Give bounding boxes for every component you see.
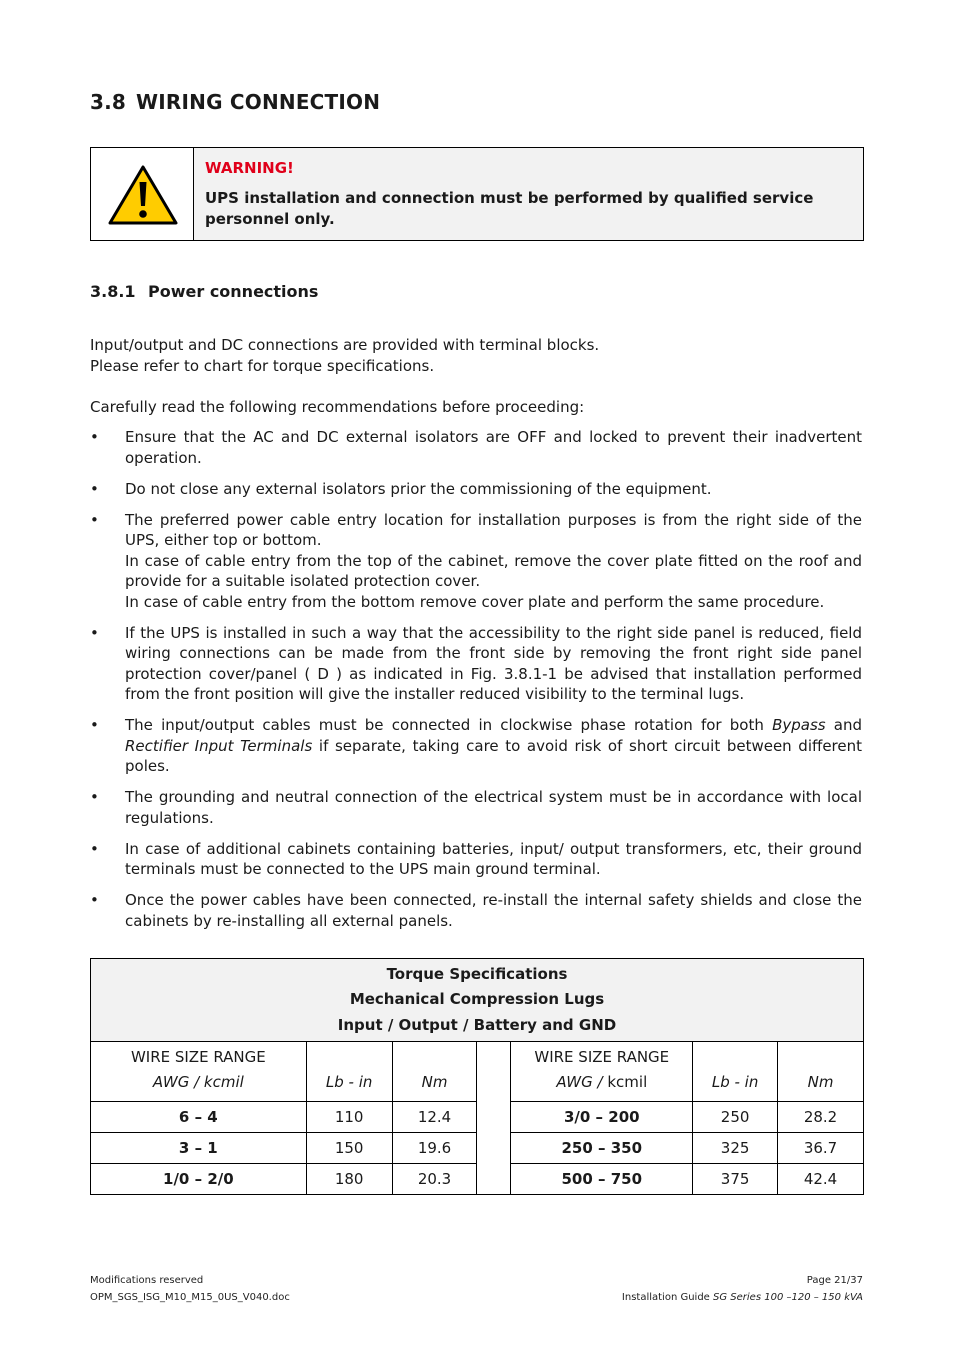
warning-title: WARNING!: [205, 159, 294, 177]
table-row: 1/0 – 2/0 180 20.3 500 – 750 375 42.4: [91, 1164, 864, 1195]
bullet-icon: •: [90, 428, 99, 446]
left-lbin-header: Lb - in: [306, 1042, 392, 1102]
bullet-icon: •: [90, 510, 99, 529]
intro-line-2: Please refer to chart for torque specifications.: [90, 356, 435, 375]
bullet-icon: •: [90, 891, 99, 909]
table-header-row: [91, 1042, 864, 1102]
warning-triangle-icon: [107, 164, 179, 226]
table-row: 3 – 1 150 19.6 250 – 350 325 36.7: [91, 1133, 864, 1164]
footer-document-id: OPM_SGS_ISG_M10_M15_0US_V040.doc: [90, 1292, 290, 1303]
subsection-heading: [90, 282, 318, 301]
section-heading: [90, 90, 380, 114]
footer-modifications: Modifications reserved: [90, 1275, 204, 1286]
intro-line-3: Carefully read the following recommendations before proceeding:: [90, 398, 585, 416]
list-item: • Ensure that the AC and DC external isolators are OFF and locked to prevent their inadvertent operation.: [90, 428, 862, 467]
list-item: • Do not close any external isolators prior the commissioning of the equipment.: [90, 479, 712, 498]
subsection-title: Power connections: [148, 282, 319, 301]
table-row: 6 – 4 110 12.4 3/0 – 200 250 28.2: [91, 1102, 864, 1133]
intro-paragraph: [90, 335, 862, 376]
footer-page-number: Page 21/37: [806, 1275, 863, 1286]
warning-icon-cell: [91, 148, 194, 240]
list-item: • The preferred power cable entry location for installation purposes is from the right side of the UPS, either top or bottom. In case of cable entry from the top of the cabinet, remove the cover plate fitted on the roof and provide for a suitable isolated protection cover. In case of cable entry from the bottom remove cover plate and perform the same procedure.: [90, 510, 862, 611]
list-item: • If the UPS is installed in such a way that the accessibility to the right side panel is reduced, field wiring connections can be made from the front side by removing the front right side panel protection cover/panel ( D ) as indicated in Fig. 3.8.1-1 be advised that installation performed from the front position will give the installer reduced visibility to the terminal lugs.: [90, 623, 862, 703]
intro-line-1: Input/output and DC connections are provided with terminal blocks.: [90, 336, 600, 354]
bullet-icon: •: [90, 839, 99, 858]
left-nm-header: Nm: [392, 1042, 477, 1102]
subsection-number: 3.8.1: [90, 282, 136, 301]
bullet-icon: •: [90, 788, 99, 806]
torque-table: [90, 958, 864, 1195]
section-number: 3.8: [90, 90, 127, 114]
warning-box: [90, 147, 864, 241]
right-lbin-header: Lb - in: [693, 1042, 778, 1102]
list-item: • Once the power cables have been connected, re-install the internal safety shields and close the cabinets by re-installing all external panels.: [90, 891, 862, 930]
footer-guide-title: Installation Guide SG Series 100 –120 – 150 kVA: [621, 1292, 863, 1303]
torque-table-title: Torque Specifications Mechanical Compression Lugs Input / Output / Battery and GND: [91, 959, 864, 1042]
list-item: • The input/output cables must be connected in clockwise phase rotation for both Bypass and Rectifier Input Terminals if separate, taking care to avoid risk of short circuit between different poles.: [90, 716, 863, 775]
recommendations-list: [90, 427, 862, 942]
right-wire-size-header: WIRE SIZE RANGE AWG / kcmil: [511, 1042, 693, 1102]
bullet-icon: •: [90, 479, 99, 498]
warning-text: UPS installation and connection must be performed by qualified service personnel only.: [205, 189, 814, 228]
bullet-icon: •: [90, 716, 99, 734]
left-wire-size-header: WIRE SIZE RANGE AWG / kcmil: [91, 1042, 307, 1102]
section-title: WIRING CONNECTION: [136, 90, 381, 114]
table-separator: [477, 1042, 511, 1195]
right-nm-header: Nm: [778, 1042, 864, 1102]
bullet-icon: •: [90, 623, 99, 642]
list-item: • The grounding and neutral connection of the electrical system must be in accordance with local regulations.: [90, 788, 862, 827]
list-item: • In case of additional cabinets containing batteries, input/ output transformers, etc, their ground terminals must be connected to the UPS main ground terminal.: [90, 839, 862, 878]
